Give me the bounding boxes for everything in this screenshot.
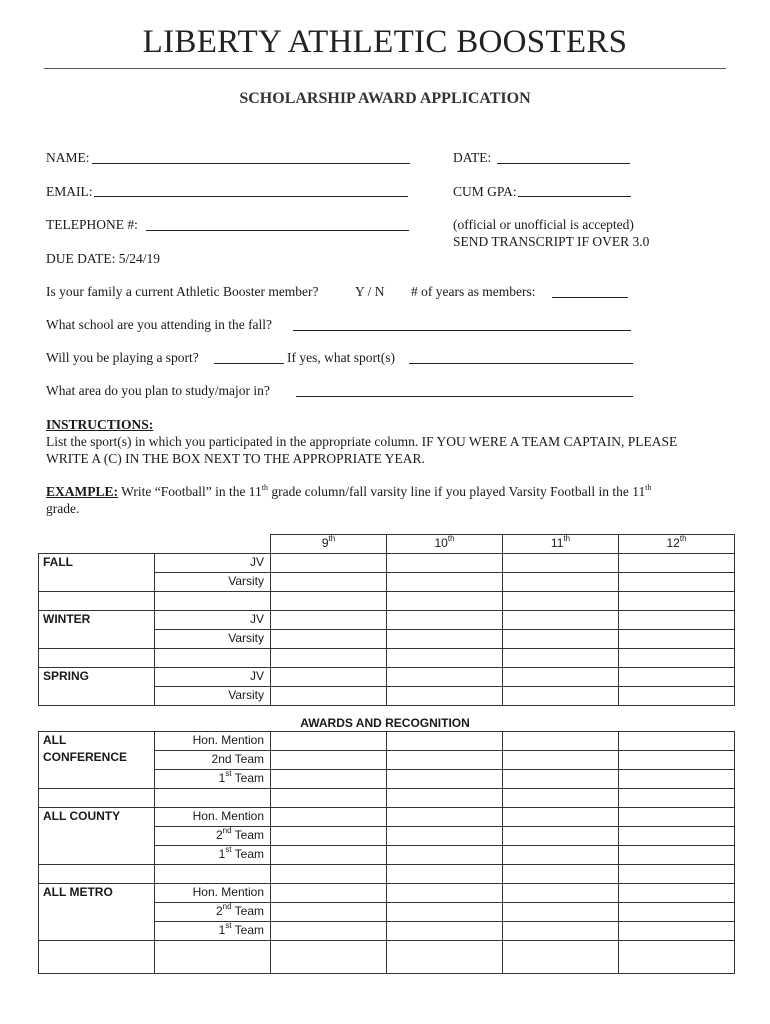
level-label: JV xyxy=(155,554,271,573)
sport-entry-cell[interactable] xyxy=(619,630,735,649)
name-label: NAME: xyxy=(46,150,90,165)
award-level-text: Hon. Mention xyxy=(192,885,264,899)
major-question: What area do you plan to study/major in? xyxy=(46,383,270,398)
award-entry-cell[interactable] xyxy=(619,751,735,770)
award-entry-cell[interactable] xyxy=(387,846,503,865)
award-category: ALL METRO xyxy=(39,884,155,941)
sport-entry-cell[interactable] xyxy=(387,573,503,592)
award-entry-cell[interactable] xyxy=(503,732,619,751)
award-level-text: 1 xyxy=(218,847,226,861)
grade-header xyxy=(503,535,619,554)
example-text-b: grade column/fall varsity line if you played Varsity Football in the 11 xyxy=(271,484,646,499)
award-entry-cell[interactable] xyxy=(619,732,735,751)
grade-header xyxy=(271,535,387,554)
award-entry-cell[interactable] xyxy=(271,846,387,865)
spacer-cell xyxy=(387,592,503,611)
award-level-after: Team xyxy=(231,904,264,918)
award-level xyxy=(155,903,271,922)
award-level-text: 1 xyxy=(218,771,226,785)
spacer-cell xyxy=(619,789,735,808)
which-sport-label: If yes, what sport(s) xyxy=(287,350,395,365)
example-sup-2: th xyxy=(645,482,652,492)
email-label: EMAIL: xyxy=(46,184,93,199)
award-entry-cell[interactable] xyxy=(271,884,387,903)
award-entry-cell[interactable] xyxy=(387,922,503,941)
spacer-row xyxy=(39,789,735,808)
spacer-cell xyxy=(155,649,271,668)
grade-number: 10 xyxy=(434,536,448,550)
award-level-text: Hon. Mention xyxy=(192,809,264,823)
sports-table xyxy=(38,534,735,706)
grade-header xyxy=(619,535,735,554)
award-entry-cell[interactable] xyxy=(619,884,735,903)
form-subtitle: SCHOLARSHIP AWARD APPLICATION xyxy=(239,90,531,107)
spacer-cell xyxy=(619,941,735,974)
example-text-c: grade. xyxy=(46,501,80,516)
spacer-cell xyxy=(155,941,271,974)
spacer-row xyxy=(39,941,735,974)
sport-entry-cell[interactable] xyxy=(387,630,503,649)
grade-number: 11 xyxy=(550,536,564,550)
award-level xyxy=(155,827,271,846)
sport-entry-cell[interactable] xyxy=(619,573,735,592)
award-level xyxy=(155,884,271,903)
level-label: JV xyxy=(155,611,271,630)
award-entry-cell[interactable] xyxy=(387,903,503,922)
spacer-cell xyxy=(271,592,387,611)
spacer-cell xyxy=(387,941,503,974)
award-level-suffix: nd xyxy=(222,902,232,911)
award-level-text: 1 xyxy=(218,923,226,937)
spacer-cell xyxy=(503,865,619,884)
awards-table xyxy=(38,731,735,974)
spacer-cell xyxy=(503,592,619,611)
awards-title: AWARDS AND RECOGNITION xyxy=(300,716,470,730)
award-level-text: 2 xyxy=(215,904,223,918)
spacer-cell xyxy=(155,592,271,611)
award-level-suffix: nd xyxy=(222,826,232,835)
years-field[interactable] xyxy=(552,297,628,298)
table-row xyxy=(39,884,735,903)
award-level xyxy=(155,808,271,827)
award-entry-cell[interactable] xyxy=(503,903,619,922)
award-level xyxy=(155,770,271,789)
season-label: SPRING xyxy=(39,668,155,706)
award-entry-cell[interactable] xyxy=(619,808,735,827)
award-entry-cell[interactable] xyxy=(271,751,387,770)
instructions-line-1: List the sport(s) in which you participated in the appropriate column. IF YOU WERE A TEAM CAPTAIN, PLEASE xyxy=(46,434,678,449)
example-label: EXAMPLE: xyxy=(46,484,118,499)
season-label: FALL xyxy=(39,554,155,592)
sport-entry-cell[interactable] xyxy=(503,573,619,592)
award-entry-cell[interactable] xyxy=(619,827,735,846)
award-entry-cell[interactable] xyxy=(619,846,735,865)
sport-entry-cell[interactable] xyxy=(271,554,387,573)
sport-entry-cell[interactable] xyxy=(271,611,387,630)
award-level-after: Team xyxy=(231,771,264,785)
email-field[interactable] xyxy=(94,196,408,197)
award-level xyxy=(155,751,271,770)
award-entry-cell[interactable] xyxy=(619,922,735,941)
name-field[interactable] xyxy=(92,163,410,164)
school-field[interactable] xyxy=(293,330,631,331)
sport-field[interactable] xyxy=(214,363,284,364)
instructions-heading: INSTRUCTIONS: xyxy=(46,417,154,432)
award-level xyxy=(155,922,271,941)
sport-entry-cell[interactable] xyxy=(271,573,387,592)
spacer-cell xyxy=(39,649,155,668)
sport-entry-cell[interactable] xyxy=(387,668,503,687)
table-row xyxy=(39,732,735,751)
spacer-row xyxy=(39,592,735,611)
award-category: ALL CONFERENCE xyxy=(39,732,155,789)
spacer-cell xyxy=(387,649,503,668)
grade-number: 9 xyxy=(321,536,329,550)
spacer-row xyxy=(39,865,735,884)
award-entry-cell[interactable] xyxy=(503,827,619,846)
sport-entry-cell[interactable] xyxy=(503,554,619,573)
blank-header-cell xyxy=(155,535,271,554)
blank-header-cell xyxy=(39,535,155,554)
table-row xyxy=(39,808,735,827)
spacer-cell xyxy=(503,941,619,974)
table-row xyxy=(39,611,735,630)
spacer-cell xyxy=(387,865,503,884)
major-field[interactable] xyxy=(296,396,633,397)
season-label: WINTER xyxy=(39,611,155,649)
award-entry-cell[interactable] xyxy=(503,751,619,770)
sport-entry-cell[interactable] xyxy=(271,687,387,706)
award-entry-cell[interactable] xyxy=(503,922,619,941)
due-date: DUE DATE: 5/24/19 xyxy=(46,251,160,266)
award-entry-cell[interactable] xyxy=(387,732,503,751)
award-entry-cell[interactable] xyxy=(503,808,619,827)
award-entry-cell[interactable] xyxy=(271,903,387,922)
spacer-cell xyxy=(271,865,387,884)
sport-entry-cell[interactable] xyxy=(619,554,735,573)
sport-entry-cell[interactable] xyxy=(619,687,735,706)
spacer-cell xyxy=(271,941,387,974)
award-level-text: 2 xyxy=(215,828,223,842)
grade-header-row xyxy=(39,535,735,554)
award-level-suffix: st xyxy=(225,845,232,854)
award-entry-cell[interactable] xyxy=(271,770,387,789)
grade-suffix: th xyxy=(328,534,336,543)
example-sup-1: th xyxy=(261,482,269,492)
spacer-cell xyxy=(155,865,271,884)
example-line xyxy=(46,484,651,500)
cum-gpa-field[interactable] xyxy=(518,196,631,197)
grade-suffix: th xyxy=(679,534,687,543)
award-entry-cell[interactable] xyxy=(503,770,619,789)
spacer-row xyxy=(39,649,735,668)
award-entry-cell[interactable] xyxy=(271,922,387,941)
award-entry-cell[interactable] xyxy=(503,846,619,865)
years-label: # of years as members: xyxy=(411,284,536,299)
date-label: DATE: xyxy=(453,150,492,165)
spacer-cell xyxy=(503,789,619,808)
award-entry-cell[interactable] xyxy=(271,808,387,827)
award-level-after: Team xyxy=(231,828,264,842)
spacer-cell xyxy=(271,649,387,668)
award-level xyxy=(155,732,271,751)
spacer-cell xyxy=(619,865,735,884)
award-level-suffix: st xyxy=(225,921,232,930)
spacer-cell xyxy=(39,941,155,974)
grade-suffix: th xyxy=(563,534,571,543)
spacer-cell xyxy=(39,592,155,611)
award-entry-cell[interactable] xyxy=(387,884,503,903)
sport-entry-cell[interactable] xyxy=(271,630,387,649)
sport-entry-cell[interactable] xyxy=(503,687,619,706)
spacer-cell xyxy=(619,592,735,611)
award-level xyxy=(155,846,271,865)
spacer-cell xyxy=(503,649,619,668)
award-level-text: 2nd Team xyxy=(211,752,264,766)
level-label: Varsity xyxy=(155,630,271,649)
sport-entry-cell[interactable] xyxy=(387,611,503,630)
award-entry-cell[interactable] xyxy=(387,770,503,789)
grade-number: 12 xyxy=(666,536,680,550)
form-title: LIBERTY ATHLETIC BOOSTERS xyxy=(142,24,628,60)
award-level-after: Team xyxy=(231,847,264,861)
award-entry-cell[interactable] xyxy=(387,827,503,846)
level-label: JV xyxy=(155,668,271,687)
transcript-note: SEND TRANSCRIPT IF OVER 3.0 xyxy=(453,234,650,249)
grade-suffix: th xyxy=(447,534,455,543)
sport-entry-cell[interactable] xyxy=(619,611,735,630)
award-category: ALL COUNTY xyxy=(39,808,155,865)
award-level-text: Hon. Mention xyxy=(192,733,264,747)
table-row xyxy=(39,554,735,573)
grade-header xyxy=(387,535,503,554)
sport-entry-cell[interactable] xyxy=(503,668,619,687)
school-question: What school are you attending in the fall? xyxy=(46,317,273,332)
level-label: Varsity xyxy=(155,687,271,706)
sport-entry-cell[interactable] xyxy=(387,687,503,706)
spacer-cell xyxy=(39,789,155,808)
award-entry-cell[interactable] xyxy=(271,827,387,846)
sport-entry-cell[interactable] xyxy=(271,668,387,687)
award-entry-cell[interactable] xyxy=(271,732,387,751)
award-entry-cell[interactable] xyxy=(619,770,735,789)
example-text-a: Write “Football” in the 11 xyxy=(121,484,262,499)
award-entry-cell[interactable] xyxy=(387,808,503,827)
level-label: Varsity xyxy=(155,573,271,592)
spacer-cell xyxy=(271,789,387,808)
sport-entry-cell[interactable] xyxy=(387,554,503,573)
award-level-suffix: st xyxy=(225,769,232,778)
official-note: (official or unofficial is accepted) xyxy=(453,217,634,232)
award-entry-cell[interactable] xyxy=(503,884,619,903)
instructions-line-2: WRITE A (C) IN THE BOX NEXT TO THE APPROPRIATE YEAR. xyxy=(46,451,425,466)
member-yn[interactable]: Y / N xyxy=(355,284,385,299)
award-level-after: Team xyxy=(231,923,264,937)
award-entry-cell[interactable] xyxy=(387,751,503,770)
cum-gpa-label: CUM GPA: xyxy=(453,184,517,199)
award-entry-cell[interactable] xyxy=(619,903,735,922)
telephone-field[interactable] xyxy=(146,230,409,231)
spacer-cell xyxy=(619,649,735,668)
sport-question: Will you be playing a sport? xyxy=(46,350,199,365)
telephone-label: TELEPHONE #: xyxy=(46,217,138,232)
spacer-cell xyxy=(155,789,271,808)
table-row xyxy=(39,668,735,687)
sport-entry-cell[interactable] xyxy=(503,630,619,649)
sport-entry-cell[interactable] xyxy=(619,668,735,687)
spacer-cell xyxy=(387,789,503,808)
date-field[interactable] xyxy=(497,163,630,164)
sport-entry-cell[interactable] xyxy=(503,611,619,630)
spacer-cell xyxy=(39,865,155,884)
member-question: Is your family a current Athletic Booster member? xyxy=(46,284,319,299)
which-sport-field[interactable] xyxy=(409,363,633,364)
title-divider xyxy=(44,68,726,69)
